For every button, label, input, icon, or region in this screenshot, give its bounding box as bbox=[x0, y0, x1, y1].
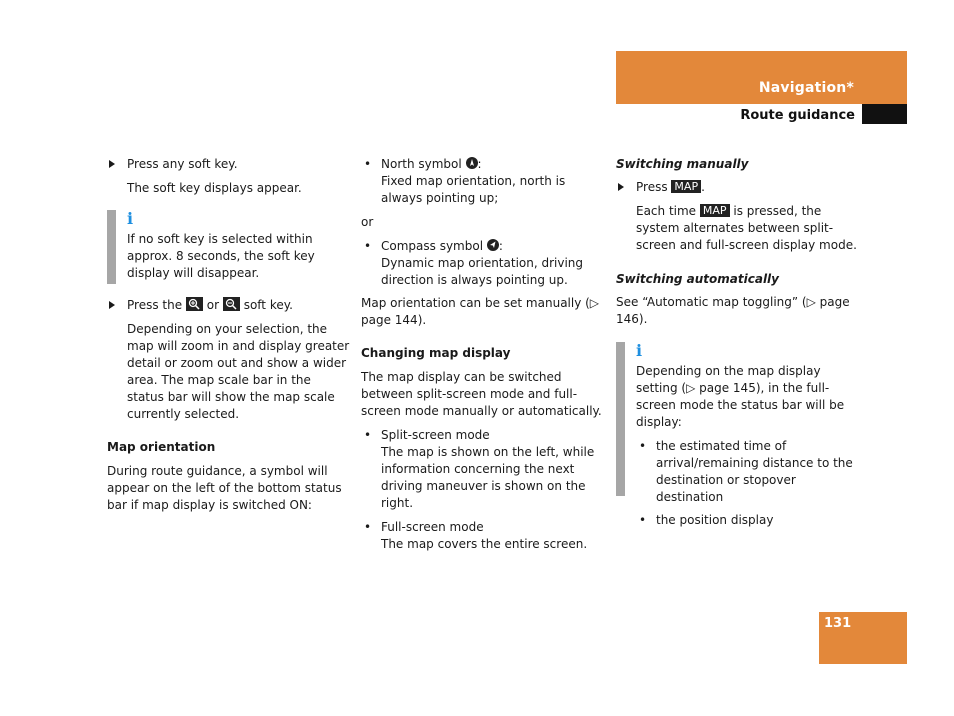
info-text: Depending on the map display setting (▷ page 145), in the full-screen mode the status bar will be display: bbox=[636, 364, 845, 429]
map-toggle-result: Each time MAP is pressed, the system alternates between split-screen and full-screen display mode. bbox=[636, 204, 857, 252]
section-title: Navigation* bbox=[758, 80, 854, 96]
page-number: 131 bbox=[824, 616, 852, 631]
step-press-soft-key: Press any soft key. bbox=[107, 156, 350, 173]
manual-orientation-text: Map orientation can be set manually (▷ page 144). bbox=[361, 296, 600, 327]
step-result: The soft key displays appear. bbox=[127, 181, 302, 195]
bullet-split-screen: • Split-screen mode The map is shown on the left, while information concerning the next driving maneuver is shown on the right. bbox=[364, 428, 595, 510]
bullet-full-screen: • Full-screen mode The map covers the entire screen. bbox=[364, 520, 588, 551]
info-icon: i bbox=[127, 209, 134, 228]
info-bar bbox=[107, 210, 116, 284]
step-arrow-icon bbox=[109, 160, 115, 168]
step-zoom-result: Depending on your selection, the map will zoom in and display greater detail or zoom out and show a wider area. The map scale bar in the status bar will show the map scale currently selected. bbox=[127, 322, 350, 421]
subsection-title: Route guidance bbox=[740, 108, 855, 123]
map-key: MAP bbox=[671, 180, 701, 193]
step-zoom: Press the or soft key. bbox=[107, 297, 350, 314]
info-bullet-position: • the position display bbox=[639, 513, 774, 527]
step-arrow-icon bbox=[618, 183, 624, 191]
step-arrow-icon bbox=[109, 301, 115, 309]
info-bullet-arrival: • the estimated time of arrival/remaining distance to the destination or stopover destination bbox=[639, 439, 853, 504]
info-bar bbox=[616, 342, 625, 496]
info-note bbox=[616, 341, 859, 527]
map-key: MAP bbox=[700, 204, 730, 217]
info-note bbox=[107, 210, 350, 284]
heading-switching-automatically: Switching automatically bbox=[616, 272, 779, 286]
zoom-out-key-icon bbox=[223, 297, 240, 311]
or-text: or bbox=[361, 215, 374, 229]
subsection-marker bbox=[862, 104, 907, 124]
heading-changing-map-display: Changing map display bbox=[361, 346, 511, 360]
step-press-map: Press MAP . bbox=[616, 179, 859, 196]
see-automatic-toggling: See “Automatic map toggling” (▷ page 146). bbox=[616, 295, 850, 326]
info-text: If no soft key is selected within approx. 8 seconds, the soft key display will disappear. bbox=[127, 232, 315, 280]
column-right bbox=[616, 156, 859, 527]
header-bar bbox=[616, 51, 907, 104]
north-symbol-icon bbox=[466, 157, 478, 169]
column-middle bbox=[361, 156, 606, 553]
map-orientation-body: During route guidance, a symbol will appear on the left of the bottom status bar if map display is switched ON: bbox=[107, 464, 342, 512]
bullet-compass-symbol: • Compass symbol : Dynamic map orientation, driving direction is always pointing up. bbox=[364, 239, 584, 287]
column-left bbox=[107, 156, 350, 514]
heading-map-orientation: Map orientation bbox=[107, 440, 216, 454]
heading-switching-manually: Switching manually bbox=[616, 157, 749, 171]
compass-symbol-icon bbox=[487, 239, 499, 251]
zoom-in-key-icon bbox=[186, 297, 203, 311]
info-icon: i bbox=[636, 341, 643, 360]
bullet-north-symbol: • North symbol : Fixed map orientation, north is always pointing up; bbox=[364, 157, 566, 205]
changing-map-display-body: The map display can be switched between split-screen mode and full-screen mode manually or automatically. bbox=[361, 370, 602, 418]
